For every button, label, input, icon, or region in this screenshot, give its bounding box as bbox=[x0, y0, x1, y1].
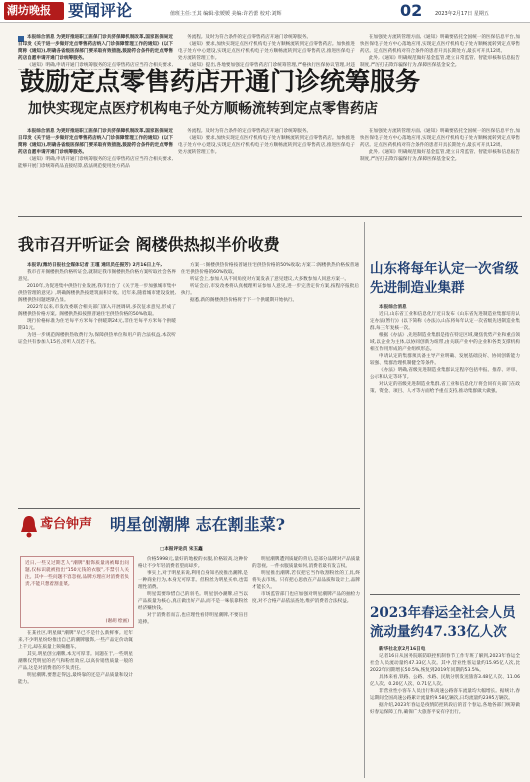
main-col1-p1: 本报综合消息 为更好推进职工医保门诊共济保障机制改革,国家医保局近日印发《关于进一步做好定点零售药店纳入门诊保障管理工作的通知》(以下简称《通知》),明确各省级医保部门要采取有效措施,鼓励符合条件的定点零售药店自愿申请开通门诊统筹服务。 bbox=[18, 35, 173, 61]
main-story-col2 bbox=[178, 34, 355, 70]
commentary-col1-p1: 在某社区,明星做“潮牌”早已不是什么新鲜事。近年来,不少明星纷纷推出自己的潮牌服饰,一些产品定价动辄上千元,却在质量上频频翻车。 bbox=[18, 631, 133, 650]
commentary-col2 bbox=[138, 556, 248, 778]
article2-col1-p4: 现行价格标准为住宅每平方米每个供暖期24元,非住宅每平方米每个供暖期31元。 bbox=[18, 319, 176, 331]
issue-date: 2023年2月17日 星期五 bbox=[435, 11, 489, 17]
spring-p2: 具体来看,铁路、公路、水路、民航分别发送旅客3.48亿人次、11.06亿人次、0.20亿人次、0.71亿人次。 bbox=[370, 675, 520, 687]
page-number: 02 bbox=[400, 1, 423, 20]
article2-col1-p1: 我市召开阁楼供热价格听证会,就制定我市阁楼供热价格方案听取社会各界意见。 bbox=[18, 270, 176, 282]
main-body-b-p1: 务流程。及时为符合条件的定点零售药店开通门诊统筹服务。 bbox=[187, 129, 312, 134]
main-col2-p2: 《通知》要求,加快实现定点医疗机构电子处方顺畅流转到定点零售药店。加快推进电子处方中心建设,实现定点医疗机构电子处方顺畅流转到定点零售药店,推进医保电子处方流转管理工作。 bbox=[178, 42, 355, 61]
main-col3-p2: 此外,《通知》明确规范做好基金监管,建立日常监管、智能审核和信息报告制度,严厉打击欺诈骗保行为,保障医保基金安全。 bbox=[360, 56, 520, 68]
quote-source: (谢胡 绘画) bbox=[105, 619, 129, 624]
column-name: 鸢台钟声 bbox=[40, 517, 93, 532]
main-col2-p3: 《通知》提出,各地要加强定点零售药店门诊统筹管理,严格执行医保协议管理,对违 bbox=[187, 63, 355, 68]
commentary-col3-p1: 明星潮牌遭到质疑的背后,是部分品牌对产品质量的忽视。一件衣服质量如何,消费者最有发言权。 bbox=[252, 557, 360, 569]
article2-col1-p5: 为进一步规范阁楼供热收费行为,保障供热单位和用户的合法权益,本次听证会共有参加人15名,旁听人员若干名。 bbox=[18, 333, 176, 345]
spring-body bbox=[370, 646, 520, 778]
quote-text: 近日,一些又过期艺人“潮牌”服饰质量再被曝出问题,仅标识就被指出“150元钱的衣服”,不禁引人关注。其中一些问题不容忽视,品牌方理应对消费者负责,不能只想着割韭菜。 bbox=[25, 561, 129, 587]
side-p1: 近日,山东省工业和信息化厅近日发布《山东省先进制造业集群培育认定办法(暂行)》(以下简称《办法》),山东将每年认定一次省级先进制造业集群,每三年复核一次。 bbox=[370, 312, 520, 331]
main-subhead: 加快实现定点医疗机构电子处方顺畅流转到定点零售药店 bbox=[28, 101, 378, 117]
article2-byline: 本报讯(潍坊日报社全媒体记者 王瑾 通讯员任振芳) 2月16日上午, bbox=[27, 263, 163, 268]
article2-headline: 我市召开听证会 阁楼供热拟半价收费 bbox=[18, 235, 280, 254]
section-title: 要闻评论 bbox=[68, 1, 133, 20]
divider-commentary bbox=[18, 508, 360, 509]
editor-credits: 值班主任:王其 编辑:张媛媛 美编:许若蕾 校对:刘辉 bbox=[170, 11, 282, 17]
main-body-a-p2: 《通知》明确,申请开通门诊统筹服务的定点零售药店应当符合相关要求,能够开展门诊统筹药品直接结算,依法规范使用处方药品 bbox=[18, 157, 173, 169]
side-p3: 申请认定的集群须具备主导产业明确、发展基础良好、协同创新能力较强、集群治理机制健全等条件。 bbox=[370, 354, 520, 366]
article2-col1-p3: 2022年以来,市发改委联合相关部门深入开展调研,多次征求意见,形成了阁楼供热价格方案。阁楼供热拟按照普通住宅供热价格的50%收取。 bbox=[18, 305, 176, 317]
spring-headline: 2023年春运全社会人员流动量约47.33亿人次 bbox=[370, 605, 516, 640]
spring-byline: 新华社北京2月16日电 bbox=[379, 647, 426, 652]
main-story-col1 bbox=[18, 34, 173, 70]
side-p2: 根据《办法》,先进制造业集群是指在特定区域,聚焦优势产业和重点领域,以企业为主体,以协同创新为纽带,由关联产业中的企业和各类支撑机构相互作用形成的产业组织形态。 bbox=[370, 333, 520, 352]
side-byline: 本报综合消息 bbox=[379, 305, 407, 310]
commentary-col2-p3: 明星需要珍惜自己的羽毛。明星创办潮牌,应当以产品质量为核心,真正做出好产品,而不是一味依靠粉丝经济赚快钱。 bbox=[138, 592, 248, 611]
main-col2-p1: 务流程。及时为符合条件的定点零售药店开通门诊统筹服务。 bbox=[187, 35, 312, 40]
main-col3-p1: 在加强处方流转管理方面,《通知》明确要依托全国统一的医保信息平台,加快医保电子处方中心落地应用,实现定点医疗机构电子处方顺畅流转到定点零售药店。定点医药机构对符合条件的患者开具长期处方,最长可开具12周。 bbox=[360, 35, 520, 54]
spring-p4: 据介绍,2023年春运是疫情防控转段后的首个春运,各地各部门统筹做好春运保障工作,确保广大旅客平安有序出行。 bbox=[370, 703, 520, 715]
divider-vertical bbox=[364, 222, 365, 778]
side-article-body bbox=[370, 304, 520, 590]
divider-side bbox=[370, 594, 520, 595]
commentary-col3 bbox=[252, 556, 360, 778]
main-col1-p2: 《通知》明确,申请开通门诊统筹服务的定点零售药店应当符合相关要求, bbox=[27, 63, 173, 68]
article2-col2 bbox=[181, 262, 359, 504]
article2-col2-p2: 听证会上,参加人从不同角度对方案发表了意见建议,大多数参加人同意方案一。 bbox=[190, 277, 350, 282]
article2-col2-p3: 听证会后,市发改委将认真梳理听证参加人意见,进一步完善定价方案,按程序报批后执行。 bbox=[181, 284, 359, 296]
main-headline: 鼓励定点零售药店开通门诊统筹服务 bbox=[20, 67, 421, 96]
article2-col1-p2: 2010年,为促进集中供热行业发展,我市出台了《关于进一步加强城市集中供热管理的意见》,明确阁楼供热按建筑面积计收。近年来,随着城市建设发展,阁楼供热问题逐渐凸显。 bbox=[18, 284, 176, 303]
article2-col2-p4: 据悉,新的阁楼供热价格将于下一个供暖期开始执行。 bbox=[190, 298, 298, 303]
main-body-a-p1: 本报综合消息 为更好推进职工医保门诊共济保障机制改革,国家医保局近日印发《关于进一步做好定点零售药店纳入门诊保障管理工作的通知》(以下简称《通知》),明确各省级医保部门要采取有效措施,鼓励符合条件的定点零售药店自愿申请开通门诊统筹服务。 bbox=[18, 129, 173, 155]
commentary-col2-p1: 价格5998元,量好的地板的衣服,价格较高,这种价格让不少年轻消费者望而却步。 bbox=[138, 557, 248, 569]
article2-col2-p1: 方案一:阁楼供热价格按普通住宅供热价格的50%收取;方案二:阁楼供热价格按普通住宅供热价格的60%收取。 bbox=[181, 263, 359, 275]
commentary-col1-p2: 其实,明星创立潮牌,本无可厚非。问题在于,一些明星潮牌仅凭明星的名气和粉丝效应,以高价销售质量一般的产品,这是对消费者的不负责任。 bbox=[18, 652, 133, 671]
masthead-logo bbox=[4, 2, 64, 20]
side-p4: 《办法》明确,省级先进制造业集群认定程序包括申报、推荐、评审、公示和认定等环节。 bbox=[370, 368, 520, 380]
side-p5: 对认定的省级先进制造业集群,省工业和信息化厅将会同有关部门在政策、资金、项目、人才等方面给予重点支持,推动集群做大做强。 bbox=[370, 382, 520, 394]
commentary-col3-p3: 市场监管部门也应加强对明星潮牌产品的抽检力度,对不合格产品依法查处,维护消费者合法权益。 bbox=[252, 592, 360, 604]
main-body-c-p1: 在加强处方流转管理方面,《通知》明确要依托全国统一的医保信息平台,加快医保电子处方中心落地应用,实现定点医疗机构电子处方顺畅流转到定点零售药店。定点医药机构对符合条件的患者开具长期处方,最长可开具12周。 bbox=[360, 129, 520, 148]
commentary-headline: 明星创潮牌 志在割韭菜? bbox=[110, 515, 285, 534]
main-story-body-c bbox=[360, 128, 520, 208]
main-body-b-p2: 《通知》要求,加快实现定点医疗机构电子处方顺畅流转到定点零售药店。加快推进电子处方中心建设,实现定点医疗机构电子处方顺畅流转到定点零售药店,推进医保电子处方流转管理工作。 bbox=[178, 136, 355, 155]
article2-col1 bbox=[18, 262, 176, 504]
commentary-col2-p2: 事实上,对于明星来说,利用自身知名度推出潮牌,是一种商业行为,本身无可厚非。但粉丝为明星买单,也需理性消费。 bbox=[138, 571, 248, 590]
spring-p3: 非营业性小客车人员出行和高速公路客车流量均大幅增长。据统计,春运期间全国高速公路累计流量约9.58亿辆次,日均流量约2395万辆次。 bbox=[370, 689, 520, 701]
main-story-body-b bbox=[178, 128, 355, 208]
bell-icon bbox=[20, 514, 38, 538]
commentary-col2-p4: 对于消费者而言,也应理性看待明星潮牌,不要盲目追捧。 bbox=[138, 613, 248, 625]
quote-box bbox=[20, 556, 134, 628]
logo-text: 潮坊晚报 bbox=[7, 4, 51, 17]
commentary-col1-p3: 明星潮牌,要想走得远,最终靠的还是产品质量和设计能力。 bbox=[18, 673, 133, 685]
commentary-column-badge bbox=[20, 512, 98, 542]
commentary-col1 bbox=[18, 630, 133, 778]
commentary-col3-p2: 明星推出潮牌,若仅把它当作收割粉丝的工具,终将失去市场。只有把心思放在产品品质和设计上,品牌才能长久。 bbox=[252, 571, 360, 590]
main-body-c-p2: 此外,《通知》明确规范做好基金监管,建立日常监管、智能审核和信息报告制度,严厉打击欺诈骗保行为,保障医保基金安全。 bbox=[360, 150, 520, 162]
spring-p1: 记者16日从国务院联防联控机制春节工作专班了解到,2023年春运全社会人员流动量约47.33亿人次。其中,营业性客运量约15.95亿人次,比2022年同期增长50.5%,恢复到2019年同期的53.5%。 bbox=[370, 654, 520, 673]
main-story-col3 bbox=[360, 34, 520, 70]
main-story-body-a bbox=[18, 128, 173, 208]
side-headline: 山东将每年认定一次省级先进制造业集群 bbox=[370, 261, 519, 296]
divider-main bbox=[18, 216, 522, 217]
commentary-byline: □本报评论员 宋玉鑫 bbox=[160, 547, 203, 552]
